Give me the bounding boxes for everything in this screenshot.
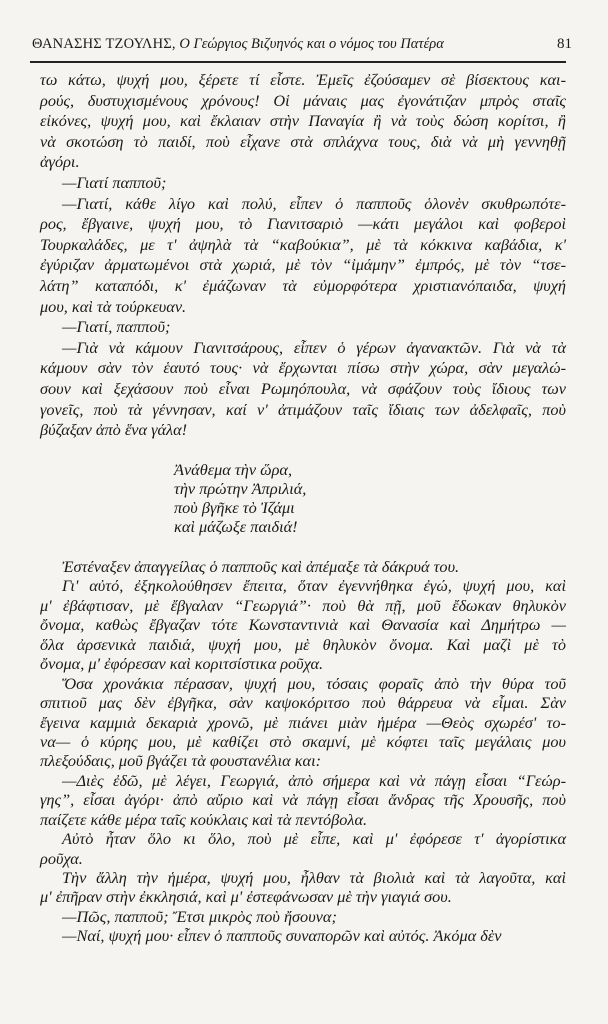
text-line: μου, καὶ τὰ τούρκευαν.	[40, 296, 187, 316]
text-line: παίζετε κάθε μέρα ταῖς κούκλαις καὶ τὰ πεντόβολα.	[40, 809, 368, 829]
header-title: Ο Γεώργιος Βιζυηνός και ο νόμος του Πατέρα	[179, 36, 444, 52]
text-line: ἔγεινα καμμιὰ δεκαριὰ χρονῶ, μὲ πιάνει μιὰν ἡμέρα —Θεὸς σχωρέσ' το-	[40, 712, 566, 732]
text-line: ρούς, δυστυχισμένους χρόνους! Οἱ μάναις μας ἐγονάτιζαν μπρὸς σταῖς	[40, 90, 566, 110]
text-line: —Γιατί, κάθε λίγο καὶ πολύ, εἶπεν ὁ παπποῦς ὁλονὲν σκυθρωπότε-	[62, 193, 566, 213]
text-line: —Ναί, ψυχή μου· εἶπεν ὁ παπποῦς συναπορῶν καὶ αὐτός. Ἀκόμα δὲν	[62, 926, 502, 946]
text-line: μ' ἐβάφτισαν, μὲ ἔβγαλαν “Γεωργιά”· ποὺ θὰ πῇ, μοῦ ἔδωκαν θηλυκὸν	[40, 595, 566, 615]
text-line: τω κάτω, ψυχή μου, ξέρετε τί εἶστε. Ἐμεῖς ἐζούσαμεν σὲ βίσεκτους και-	[40, 70, 566, 89]
text-line: σπιτιοῦ μας δὲν ἐβγῆκα, σὰν καψοκόριτσο ποὺ θάρρευα νὰ εἶμαι. Σὰν	[40, 693, 566, 713]
text-line: πλεξούδαις, μοῦ βγάζει τὰ φουστανέλια και:	[40, 751, 322, 771]
text-line: βύζαξαν ἀπὸ ἕνα γάλα!	[40, 420, 188, 440]
text-line: ροῦχα.	[40, 848, 83, 868]
text-line: εἰκόνες, ψυχή μου, καὶ ἔκλαιαν στὴν Παναγία ἢ νὰ τοὺς δώση κορίτσι, ἢ	[40, 111, 566, 131]
poem-line: ποὺ βγῆκε τὸ Ἰζάμι	[174, 498, 295, 517]
text-line: Ὅσα χρονάκια πέρασαν, ψυχή μου, τόσαις φοραῖς ἀπὸ τὴν θύρα τοῦ	[62, 673, 566, 693]
poem-line: τὴν πρώτην Ἀπριλιά,	[174, 479, 307, 498]
poem-line: Ἀνάθεμα τὴν ὥρα,	[174, 460, 293, 479]
running-header	[32, 36, 572, 53]
text-line: ἀγόρι.	[40, 152, 80, 172]
text-line: Αὐτὸ ἦταν ὅλο κι ὅλο, ποὺ μὲ εἶπε, καὶ μ' ἐφόρεσε τ' ἀγορίστικα	[62, 829, 566, 849]
text-line: να— ὁ κύρης μου, μὲ καθίζει στὸ σκαμνί, μὲ κόφτει ταῖς μεγάλαις μου	[40, 731, 566, 751]
text-line: λάτη” καταπόδι, κ' ἐμάζωναν τὰ εὐμορφότερα χριστιανόπαιδα, ψυχή	[40, 275, 566, 295]
text-line: ὄνομα, μ' ἐφόρεσαν καὶ κοριτσίστικα ροῦχα.	[40, 654, 324, 674]
text-line: ὅλα ἀρσενικὰ παιδιά, ψυχή μου, μὲ θηλυκὸν ὄνομα. Καὶ μαζὶ μὲ τὸ	[40, 634, 566, 654]
text-line: Τὴν ἄλλη τὴν ἡμέρα, ψυχή μου, ἦλθαν τὰ βιολιὰ καὶ τὰ λαγοῦτα, καὶ	[62, 868, 566, 887]
header-author: ΘΑΝΑΣΗΣ ΤΖΟΥΛΗΣ,	[32, 36, 176, 52]
text-line: νὰ σκοτώση τὸ παιδί, ποὺ εἶχανε στὰ σπλάχνα τους, διὰ νὰ μὴ γεννηθῇ	[40, 131, 566, 151]
text-line: γονεῖς, ποὺ τὰ γέννησαν, καί ν' ἀτιμάζουν ταῖς ἴδιαις των ἀδελφαῖς, ποὺ	[40, 399, 566, 419]
poem-verse	[174, 460, 306, 536]
poem-line: καὶ μάζωξε παιδιά!	[174, 517, 298, 536]
text-line: —Γιατί, παπποῦ;	[62, 317, 171, 337]
body-text-block-1	[40, 70, 566, 441]
text-line: —Διὲς ἐδῶ, μὲ λέγει, Γεωργιά, ἀπὸ σήμερα καὶ νὰ πάγῃ εἶσαι “Γεώρ-	[62, 770, 566, 790]
text-line: ὄνομα, καθὼς ἔβγαζαν τότε Κωνσταντινιὰ καὶ Θανασία καὶ Δημήτρω —	[40, 615, 566, 635]
text-line: γης”, εἶσαι ἀγόρι· ἀπὸ αὔριο καὶ νὰ πάγῃ εἶσαι ἄνδρας τῆς Χρουσῆς, ποὺ	[40, 790, 566, 810]
text-line: Τουρκαλάδες, με τ' ἀψηλὰ τὰ “καβούκια”, μὲ τὰ κόκκινα καβάδια, κ'	[40, 234, 566, 254]
header-rule	[30, 61, 566, 63]
page-number: 81	[557, 36, 572, 52]
text-line: ρος, ἔβγαινε, ψυχή μου, τὸ Γιανιτσαριὸ —κάτι μεγάλοι καὶ φοβεροὶ	[40, 214, 566, 234]
text-line: —Γιατί παπποῦ;	[62, 172, 167, 192]
text-line: σουν καὶ ξεχάσουν ποὺ εἶναι Ρωμηόπουλα, νὰ σφάζουν τοὺς ἴδιους των	[40, 378, 566, 398]
text-line: Γι' αὐτό, ἐξηκολούθησεν ἔπειτα, ὅταν ἐγεννήθηκα ἐγώ, ψυχή μου, καὶ	[62, 576, 566, 596]
text-line: ἐγύριζαν ἀρματωμένοι στὰ χωριά, μὲ τὸν “ἰμάμην” ἐμπρός, μὲ τὸν “τσε-	[40, 255, 566, 275]
body-text-block-2	[40, 557, 566, 946]
text-line: —Γιὰ νὰ κάμουν Γιανιτσάρους, εἶπεν ὁ γέρων ἀγανακτῶν. Γιὰ νὰ τὰ	[62, 337, 566, 357]
text-line: κάμουν σὰν τὸν ἑαυτό τους· νὰ ἔρχωνται πίσω στὴν χώρα, σὰν μεγαλώ-	[40, 358, 566, 378]
text-line: Ἐστέναξεν ἀπαγγείλας ὁ παπποῦς καὶ ἀπέμαξε τὰ δάκρυά του.	[62, 557, 460, 576]
text-line: μ' ἐπῆραν στὴν ἐκκλησιά, καὶ μ' ἐστεφάνωσαν μὲ τὴν γιαγιά σου.	[40, 887, 452, 907]
text-line: —Πῶς, παπποῦ; Ἔτσι μικρὸς ποὺ ἤσουνα;	[62, 906, 337, 926]
